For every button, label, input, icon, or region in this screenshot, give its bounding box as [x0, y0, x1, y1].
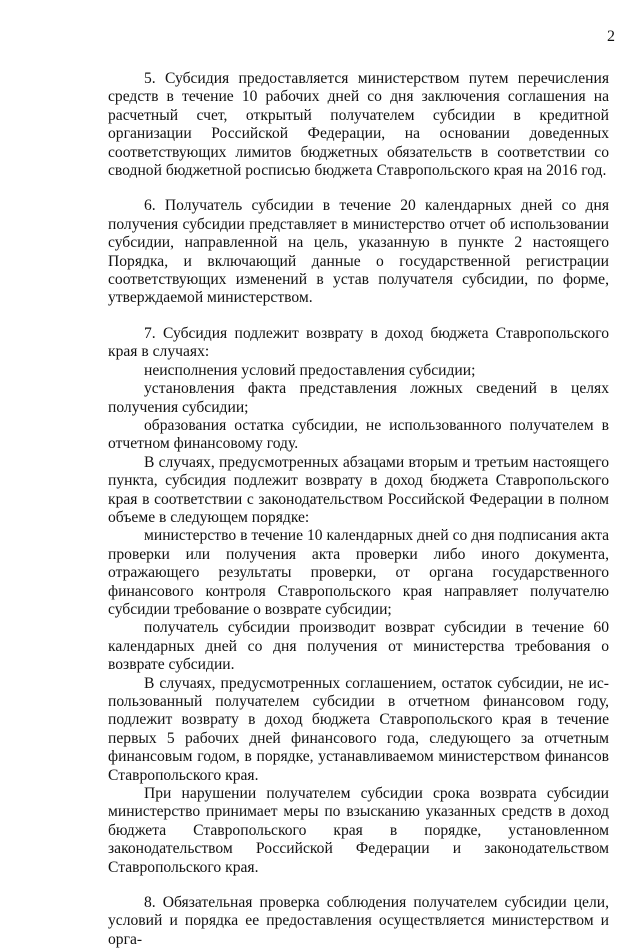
- paragraph-7-case-3: образования остатка субсидии, не использованного получателем в отчетном финансовому году.: [108, 416, 609, 453]
- paragraph-7-violation-measures: При нарушении получателем субсидии срока возврата субсидии министерство принимает меры по взысканию указанных средств в доход бюджета Ставропольского края в порядке, установленном законодательством Российской Федерации и законодательством Ставропольского края.: [108, 785, 609, 876]
- document-body: [108, 70, 609, 949]
- paragraph-5: 5. Субсидия предоставляется министерством путем перечисления средств в течение 10 рабочих дней со дня заключения соглашения на расчетный счет, открытый получателем субсидии в кредитной организации Российской Федерации, на основании доведенных соответствующих лимитов бюджетных обязательств в соответствии со сводной бюджетной росписью бюджета Ставропольского края на 2016 год.: [108, 70, 609, 180]
- page-number: 2: [607, 28, 615, 45]
- paragraph-7-order-step-1: министерство в течение 10 календарных дней со дня подписания акта проверки или получения акта проверки либо иного документа, отражающего результаты проверки, от органа государственного финансового контроля Ставропольского края направляет получателю субсидии требование о возврате субсидии;: [108, 527, 609, 618]
- paragraph-7-case-1: неисполнения условий предоставления субсидии;: [144, 361, 476, 379]
- paragraph-7-agreement-remainder: В случаях, предусмотренных соглашением, остаток субсидии, не использованный получателем субсидии в отчетном финансовом году, подлежит возврату в доход бюджета Ставропольского края в течение первых 5 рабочих дней финансового года, следующего за отчетным финансовым годом, в порядке, устанавливаемом министерством финансов Ставропольского края.: [108, 674, 609, 784]
- paragraph-8: 8. Обязательная проверка соблюдения получателем субсидии цели, условий и порядка ее предоставления осуществляется министерством и орга-: [108, 894, 609, 948]
- paragraph-7-return-order: В случаях, предусмотренных абзацами вторым и третьим настоящего пункта, субсидия подлежит возврату в доход бюджета Ставропольского края в соответствии с законодательством Российской Федерации в полном объеме в следующем порядке:: [108, 453, 609, 526]
- paragraph-6: 6. Получатель субсидии в течение 20 календарных дней со дня получения субсидии представляет в министерство отчет об использовании субсидии, направленной на цель, указанную в пункте 2 настоящего Порядка, и включающий данные о государственной регистрации соответствующих изменений в устав получателя субсидии, по форме, утверждаемой министерством.: [108, 197, 609, 307]
- paragraph-7-order-step-2: получатель субсидии производит возврат субсидии в течение 60 календарных дней со дня получения от министерства требования о возврате субсидии.: [108, 619, 609, 674]
- paragraph-7: 7. Субсидия подлежит возврату в доход бюджета Ставропольского края в случаях:: [108, 324, 609, 361]
- paragraph-7-case-2: установления факта представления ложных сведений в целях получения субсидии;: [108, 380, 609, 416]
